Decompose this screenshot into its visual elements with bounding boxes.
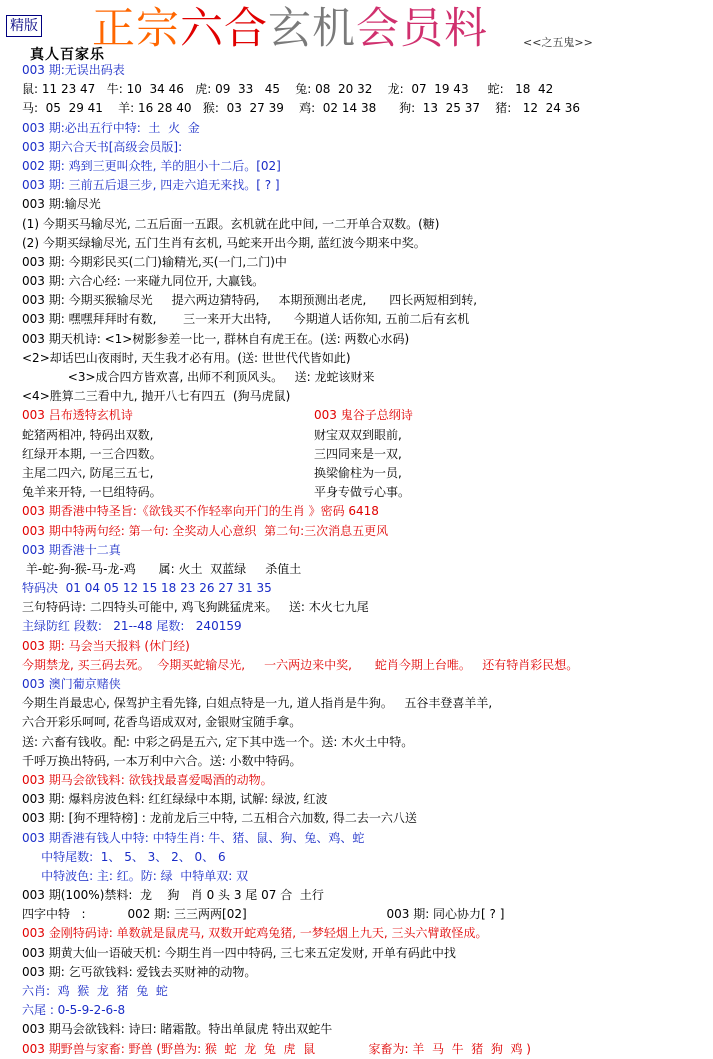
line-left: 003 吕布透特玄机诗 bbox=[22, 408, 133, 423]
text-line: (2) 今期买绿输尽光, 五门生肖有玄机, 马蛇来开出今期, 蓝红波今期来中奖。 bbox=[22, 235, 426, 250]
line-left: 蛇猪两相冲, 特码出双数, bbox=[22, 427, 154, 442]
edition-badge: 精版 bbox=[6, 15, 42, 37]
text-line: 003 期:无误出码表 bbox=[22, 63, 125, 77]
line-right: 平身专做亏心事。 bbox=[314, 485, 411, 500]
text-line: 今期生肖最忠心, 保驾护主看先锋, 白姐点特是一九, 道人指肖是牛狗。 五谷丰登喜羊羊, bbox=[22, 696, 493, 711]
text-line: 003 期香港有钱人中特: 中特生肖: 牛、猪、鼠、狗、兔、鸡、蛇 bbox=[22, 830, 365, 845]
text-line: 003 期: 今期彩民买(二门)输精光,买(一门,二门)中 bbox=[22, 254, 287, 269]
line-left: 兔羊来开特, 一巳组特码。 bbox=[22, 485, 162, 500]
text-line: 003 澳门葡京赌侠 bbox=[22, 677, 121, 691]
two-column-line bbox=[22, 406, 702, 425]
text-line: 003 期:必出五行中特: 土 火 金 bbox=[22, 120, 200, 135]
line-right: 财宝双双到眼前, bbox=[314, 427, 402, 442]
text-line: 003 期香港十二真 bbox=[22, 542, 121, 557]
text-line: 003 金刚特码诗: 单数就是鼠虎马, 双数开蛇鸡兔猪, 一梦轻烟上九天, 三头六臂敢怪成。 bbox=[22, 926, 488, 941]
text-line: 003 期香港中特圣旨:《欲钱买不作轻率向开门的生肖 》密码 6418 bbox=[22, 504, 379, 519]
title-part: 会员料 bbox=[356, 4, 488, 54]
two-column-line bbox=[22, 426, 702, 445]
line-right: 003 鬼谷子总纲诗 bbox=[314, 408, 413, 423]
text-line: <2>却话巴山夜雨时, 天生我才必有用。(送: 世世代代皆如此) bbox=[22, 350, 351, 365]
text-line: 003 期马会欲钱料: 诗曰: 睹霜散。特出单鼠虎 特出双蛇牛 bbox=[22, 1022, 333, 1037]
text-line: 千呼万换出特码, 一本万利中六合。送: 小数中特码。 bbox=[22, 753, 302, 768]
sub-title: 真人百家乐 bbox=[30, 47, 105, 63]
text-line: 六尾 : 0-5-9-2-6-8 bbox=[22, 1003, 126, 1018]
two-column-line bbox=[22, 464, 702, 483]
page-title bbox=[92, 4, 488, 54]
text-line: 003 期野兽与家畜: 野兽 (野兽为: 猴 蛇 龙 兔 虎 鼠 家畜为: 羊 马 牛 猪 狗 鸡 ) bbox=[22, 1041, 531, 1056]
line-right: 三四同来是一双, bbox=[314, 446, 402, 461]
text-line: 003 期: 爆料房波色料: 红红绿绿中本期, 试解: 绿波, 红波 bbox=[22, 792, 328, 807]
text-line: 中特波色: 主: 红。防: 绿 中特单双: 双 bbox=[22, 868, 249, 883]
two-column-line bbox=[22, 483, 702, 502]
line-left: 主尾二四六, 防尾三五七, bbox=[22, 465, 154, 480]
text-line: 六肖: 鸡 猴 龙 猪 兔 蛇 bbox=[22, 984, 168, 998]
text-line: 003 期黄大仙一语破天机: 今期生肖一四中特码, 三七来五定发财, 开单有码此中找 bbox=[22, 945, 456, 960]
text-line: 003 期: 嘿嘿拜拜时有数, 三一来开大出特, 今期道人话你知, 五前二后有玄机 bbox=[22, 312, 470, 327]
text-line: 003 期马会欲钱料: 欲钱找最喜爱喝酒的动物。 bbox=[22, 772, 273, 787]
text-line: 003 期天机诗: <1>树影参差一比一, 群林自有虎王在。(送: 两数心水码) bbox=[22, 331, 410, 346]
text-line: <4>胜算二三看中九, 抛开八七有四五 (狗马虎鼠) bbox=[22, 389, 291, 404]
line-left: 红绿开本期, 一三合四数。 bbox=[22, 446, 162, 461]
text-line: 送: 六畜有钱收。配: 中彩之码是五六, 定下其中选一个。送: 木火土中特。 bbox=[22, 734, 414, 749]
two-column-line bbox=[22, 905, 702, 924]
text-line: <3>成合四方皆欢喜, 出师不利顶风头。 送: 龙蛇该财来 bbox=[22, 370, 375, 384]
text-line: 三句特码诗: 二四特头可能中, 鸡飞狗跳猛虎来。 送: 木火七九尾 bbox=[22, 600, 369, 615]
line-right: 换梁偷柱为一员, bbox=[314, 465, 402, 480]
text-line: 中特尾数: 1、 5、 3、 2、 0、 6 bbox=[22, 849, 226, 864]
text-line: (1) 今期买马输尽光, 二五后面一五跟。玄机就在此中间, 一二开单合双数。(糖) bbox=[22, 216, 440, 231]
header bbox=[0, 0, 713, 63]
text-line: 003 期: [狗不理特榜] : 龙前龙后三中特, 二五相合六加数, 得二去一六八送 bbox=[22, 811, 417, 826]
text-line: 主绿防红 段数: 21--48 尾数: 240159 bbox=[22, 619, 242, 634]
text-line: 羊-蛇-狗-猴-马-龙-鸡 属: 火土 双蓝绿 杀值土 bbox=[22, 561, 302, 576]
text-line: 003 期: 乞丐欲钱料: 爱钱去买财神的动物。 bbox=[22, 964, 257, 979]
text-line: 鼠: 11 23 47 牛: 10 34 46 虎: 09 33 45 兔: 08 20 32 龙: 07 19 43 蛇: 18 42 bbox=[22, 82, 554, 97]
text-line: 003 期: 马会当天报料 (休门经) bbox=[22, 638, 190, 653]
text-line: 003 期: 今期买猴输尽光 提六两边猜特码, 本期预测出老虎, 四长两短相到转, bbox=[22, 293, 478, 308]
text-line: 马: 05 29 41 羊: 16 28 40 猴: 03 27 39 鸡: 02 14 38 狗: 13 25 37 猪: 12 24 36 bbox=[22, 101, 581, 116]
text-line: 特码决 01 04 05 12 15 18 23 26 27 31 35 bbox=[22, 581, 272, 596]
text-line: 003 期:输尽光 bbox=[22, 197, 101, 212]
line-right: 003 期: 同心协力[ ? ] bbox=[314, 907, 505, 922]
text-line: 003 期中特两句经: 第一句: 全奖动人心意织 第二句:三次消息五更风 bbox=[22, 523, 389, 538]
header-tag: <<之五鬼>> bbox=[523, 36, 593, 49]
text-line: 002 期: 鸡到三更叫众牲, 羊的胆小十二后。[02] bbox=[22, 158, 281, 173]
title-part: 正宗 bbox=[92, 4, 180, 54]
title-part: 玄机 bbox=[268, 4, 356, 54]
text-line: 今期禁龙, 买三码去死。 今期买蛇输尽光, 一六两边来中奖, 蛇肖今期上台唯。 还有特肖彩民想。 bbox=[22, 657, 579, 672]
text-line: 六合开彩乐呵呵, 花香鸟语成双对, 金银财宝随手拿。 bbox=[22, 715, 302, 730]
two-column-line bbox=[22, 445, 702, 464]
title-part: 六合 bbox=[180, 4, 268, 54]
text-line: 003 期六合天书[高级会员版]: bbox=[22, 139, 183, 154]
text-line: 003 期: 三前五后退三步, 四走六追无来找。[ ? ] bbox=[22, 178, 280, 193]
text-line: 003 期(100%)禁料: 龙 狗 肖 0 头 3 尾 07 合 土行 bbox=[22, 888, 324, 903]
content-area bbox=[22, 61, 702, 1059]
text-line: 003 期: 六合心经: 一来碰九同位开, 大赢钱。 bbox=[22, 274, 265, 289]
line-left: 四字中特 : 002 期: 三三两两[02] bbox=[22, 907, 247, 922]
